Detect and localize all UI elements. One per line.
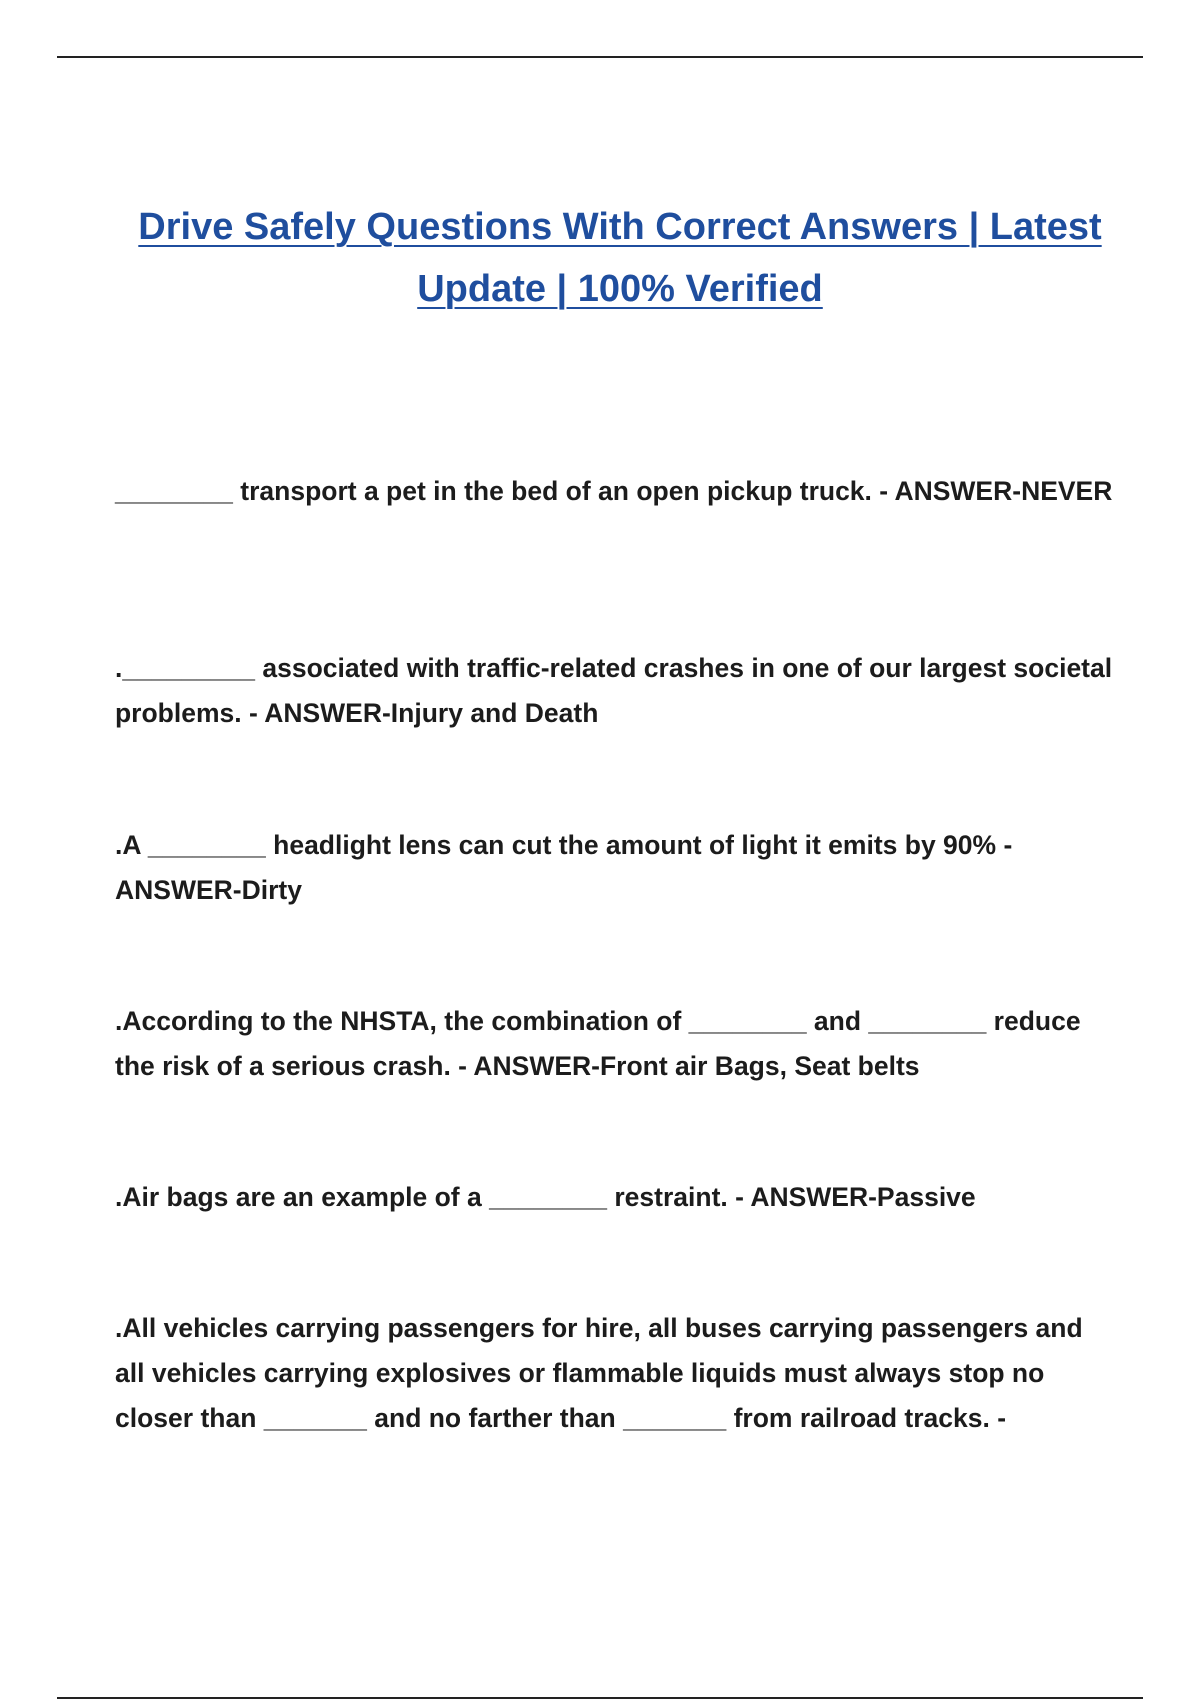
question-item: ________ transport a pet in the bed of an open pickup truck. - ANSWER-NEVER <box>115 476 1113 506</box>
question-item: ._________ associated with traffic-related crashes in one of our largest societal problems. - ANSWER-Injury and Death <box>115 653 1113 728</box>
document-title: Drive Safely Questions With Correct Answers | Latest Update | 100% Verified <box>138 206 1102 310</box>
question-item: .Air bags are an example of a ________ restraint. - ANSWER-Passive <box>115 1182 976 1212</box>
question-item: .A ________ headlight lens can cut the amount of light it emits by 90% - ANSWER-Dirty <box>115 830 1013 905</box>
footer-rule <box>57 1697 1143 1699</box>
question-item: .According to the NHSTA, the combination of ________ and ________ reduce the risk of a serious crash. - ANSWER-Front air Bags, Seat belts <box>115 1006 1081 1081</box>
question-item: .All vehicles carrying passengers for hire, all buses carrying passengers and all vehicles carrying explosives or flammable liquids must always stop no closer than _______ and no farther than _______ from railroad tracks. - <box>115 1313 1083 1433</box>
header-rule <box>57 56 1143 58</box>
